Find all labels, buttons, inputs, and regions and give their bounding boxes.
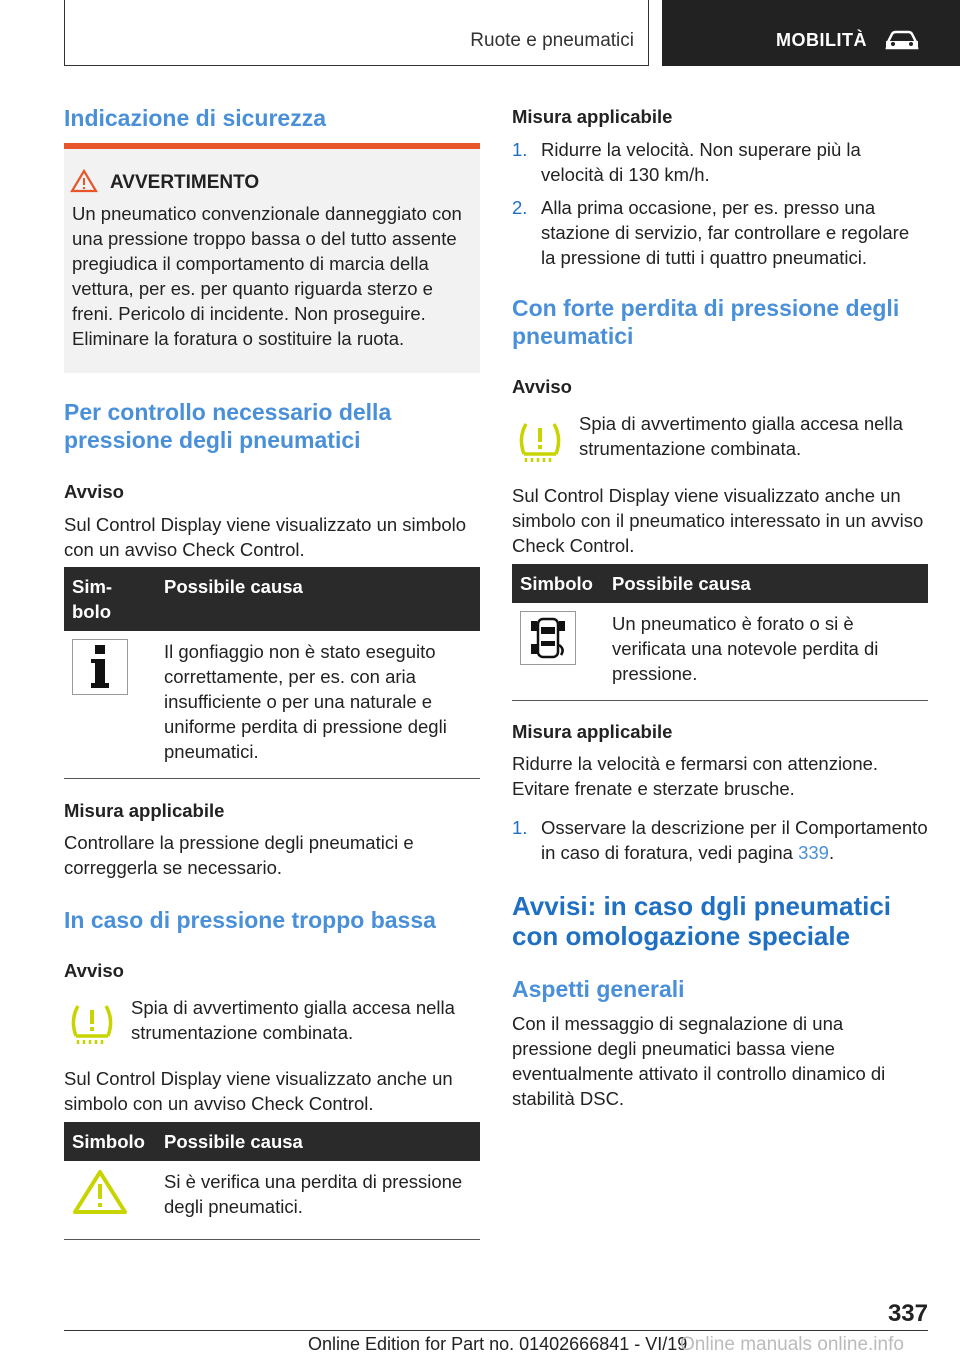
warning-text: Un pneumatico convenzionale danneggiato con una pressione troppo bassa o del tutto assente pregiudica il comportamento di marcia della vettura, per es. per quanto riguarda sterzo e freni. Pericolo di incidente. Non proseguire. Eliminare la foratura o sostituire la ruota.	[72, 203, 462, 349]
list-item	[512, 815, 928, 865]
icon-description: Spia di avvertimento gialla accesa nella strumentazione combinata.	[131, 997, 455, 1043]
heading-special-tires: Avvisi: in caso dgli pneumatici con omologazione speciale	[512, 891, 892, 951]
warning-triangle-icon	[70, 169, 98, 193]
step-number: 1.	[512, 139, 528, 160]
table-header-cause: Possibile causa	[604, 564, 928, 603]
footer-divider	[64, 1330, 928, 1331]
warning-triangle-icon	[72, 1169, 128, 1215]
table-cell-cause: Un pneumatico è forato o si è verificata una notevole perdita di pressione.	[604, 603, 928, 701]
icon-description: Spia di avvertimento gialla accesa nella strumentazione combinata.	[579, 413, 903, 459]
list-item	[512, 137, 928, 187]
table-header-cause: Possibile causa	[156, 567, 480, 631]
measure-text: Ridurre la velocità e fermarsi con attenzione. Evitare frenate e sterzate brusche.	[512, 753, 879, 799]
tire-pressure-warning-icon	[516, 420, 564, 464]
step-text: Alla prima occasione, per es. presso una stazione di servizio, far controllare e regolare la pressione di tutti i quattro pneumatici.	[541, 197, 910, 268]
table-header-cause: Possibile causa	[156, 1122, 480, 1161]
table-row	[64, 1161, 480, 1240]
general-text: Con il messaggio di segnalazione di una pressione degli pneumatici bassa viene eventualmente attivato il controllo dinamico di stabilità DSC.	[512, 1013, 886, 1109]
flat-tire-car-icon	[520, 611, 576, 665]
car-icon	[884, 28, 920, 52]
measure-label: Misura applicabile	[64, 800, 225, 821]
chapter-title: MOBILITÀ	[776, 30, 867, 50]
cause-table-2	[64, 1122, 480, 1240]
info-icon	[72, 639, 128, 695]
table-header-symbol: Sim-bolo	[64, 567, 156, 631]
list-item	[512, 195, 928, 270]
edition-text: Online Edition for Part no. 01402666841 - VI/19	[308, 1334, 688, 1354]
page-reference-link[interactable]: 339	[798, 842, 829, 863]
avviso-text: Sul Control Display viene visualizzato anche un simbolo con il pneumatico interessato in un avviso Check Control.	[512, 485, 924, 556]
section-title: Ruote e pneumatici	[470, 30, 634, 51]
warning-box	[64, 149, 480, 373]
cause-table-3	[512, 564, 928, 701]
avviso-text: Sul Control Display viene visualizzato anche un simbolo con un avviso Check Control.	[64, 1068, 453, 1114]
table-row	[64, 631, 480, 779]
step-text-end: .	[828, 842, 835, 863]
table-row	[512, 603, 928, 701]
tire-pressure-warning-icon	[68, 1002, 116, 1046]
table-header-symbol: Simbolo	[512, 564, 604, 603]
heading-low-pressure: In caso di pressione troppo bassa	[64, 907, 436, 933]
heading-general: Aspetti generali	[512, 976, 685, 1002]
heading-strong-loss: Con forte perdita di pressione degli pneumatici	[512, 295, 900, 349]
step-number: 2.	[512, 197, 528, 218]
measure-label: Misura applicabile	[512, 721, 673, 742]
measure-label: Misura applicabile	[512, 106, 673, 127]
avviso-label: Avviso	[512, 376, 572, 397]
avviso-label: Avviso	[64, 481, 124, 502]
cause-table-1	[64, 567, 480, 779]
step-number: 1.	[512, 817, 528, 838]
table-cell-cause: Si è verifica una perdita di pressione degli pneumatici.	[156, 1161, 480, 1240]
header-chapter-tab	[662, 0, 960, 66]
page-number: 337	[887, 1300, 928, 1327]
step-text: Osservare la descrizione per il Comportamento in caso di foratura, vedi pagina	[541, 817, 928, 863]
table-cell-cause: Il gonfiaggio non è stato eseguito correttamente, per es. con aria insufficiente o per una naturale e uniforme perdita di pressione degli pneumatici.	[156, 631, 480, 779]
header-left-box	[64, 0, 649, 66]
heading-pressure-check: Per controllo necessario della pressione degli pneumatici	[64, 399, 392, 453]
table-header-symbol: Simbolo	[64, 1122, 156, 1161]
measure-text: Controllare la pressione degli pneumatici e correggerla se necessario.	[64, 832, 414, 878]
heading-safety: Indicazione di sicurezza	[64, 105, 327, 131]
warning-title: AVVERTIMENTO	[110, 172, 260, 193]
steps-list	[512, 137, 928, 270]
watermark: Online manuals online.info	[680, 1334, 904, 1355]
step-text: Ridurre la velocità. Non superare più la velocità di 130 km/h.	[541, 139, 861, 185]
avviso-text: Sul Control Display viene visualizzato un simbolo con un avviso Check Control.	[64, 514, 467, 560]
avviso-label: Avviso	[64, 960, 124, 981]
